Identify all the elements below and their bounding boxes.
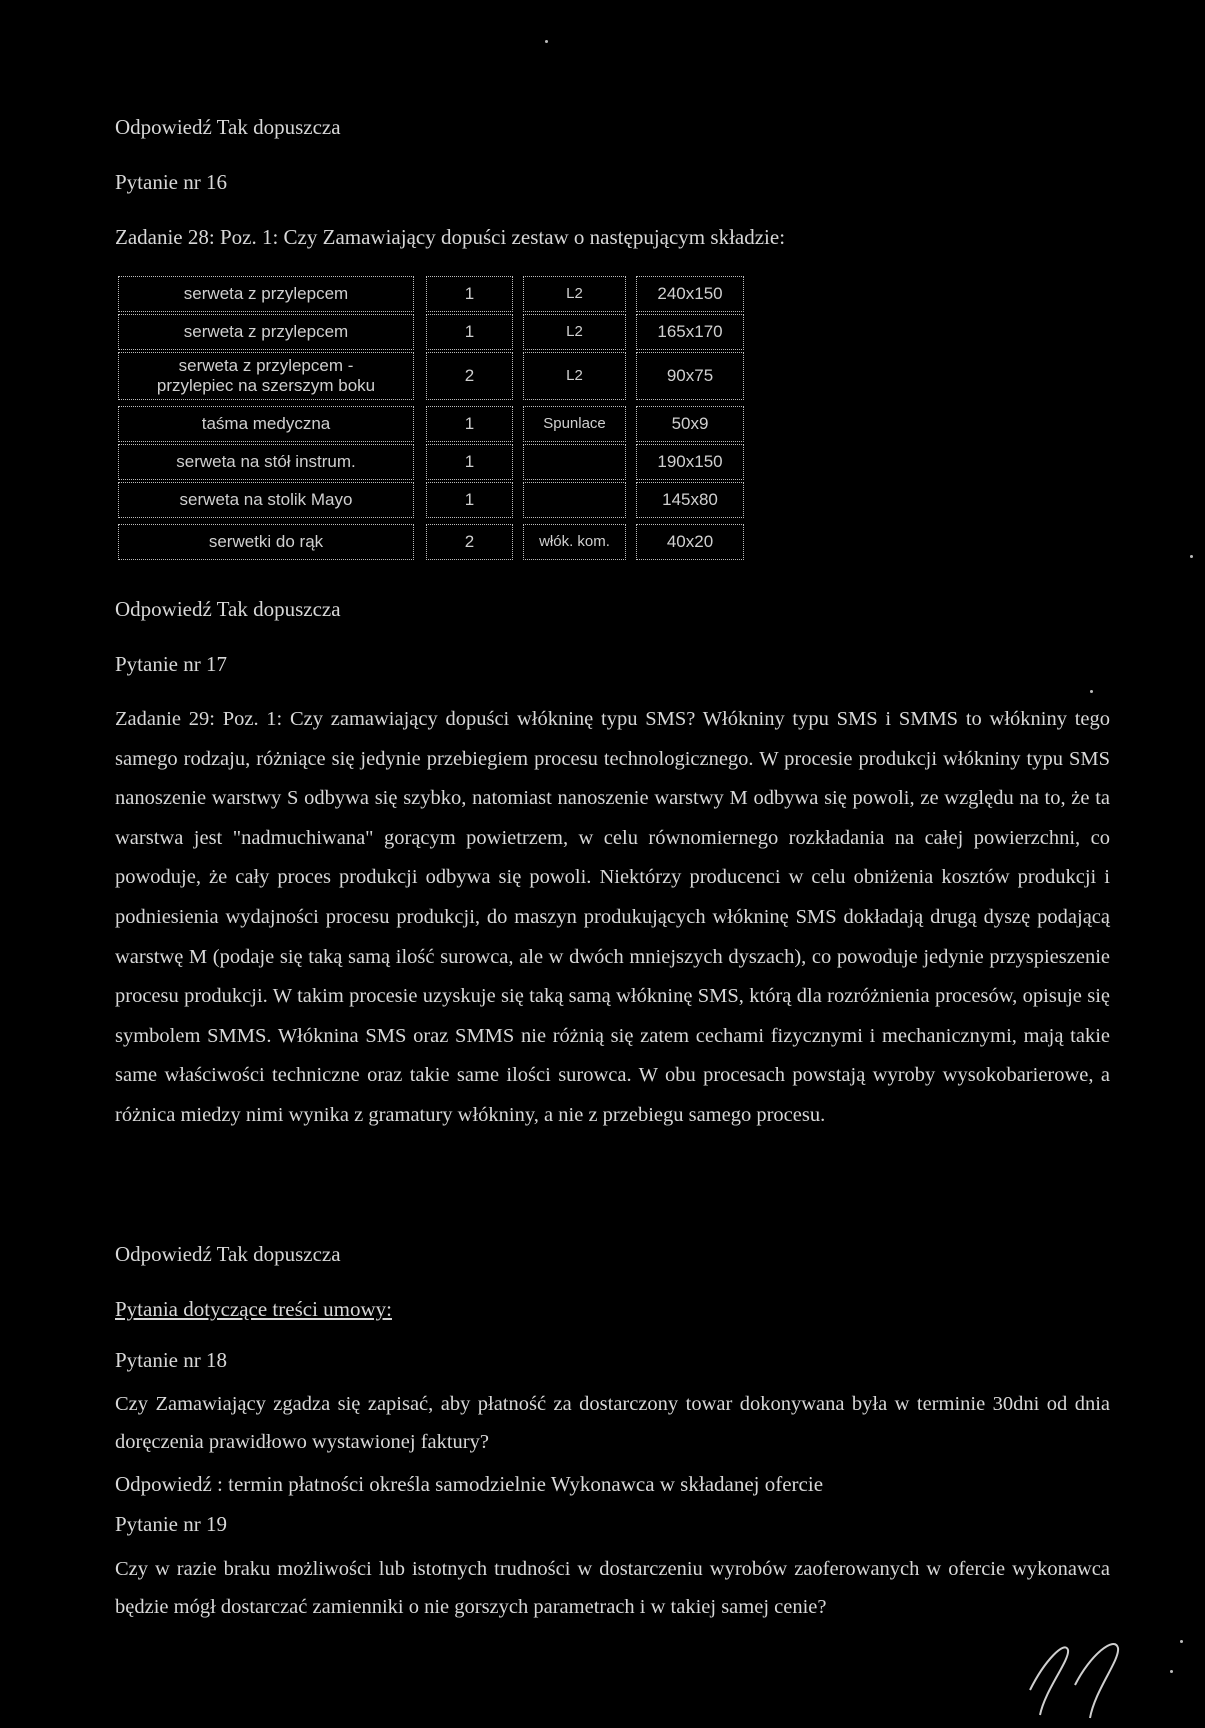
table-cell-qty: 1: [426, 276, 513, 312]
table-cell-material: Spunlace: [523, 406, 626, 442]
table-cell-name: serweta na stół instrum.: [118, 444, 414, 480]
table-cell-qty: 1: [426, 444, 513, 480]
table-cell-name: serweta z przylepcem - przylepiec na szerszym boku: [118, 352, 414, 400]
table-cell-name: serweta z przylepcem: [118, 276, 414, 312]
scan-speck: [1190, 555, 1193, 558]
question-heading: Pytanie nr 16: [115, 170, 227, 194]
task-body: Zadanie 29: Poz. 1: Czy zamawiający dopuści włókninę typu SMS? Włókniny typu SMS i SMMS to włókniny tego samego rodzaju, różniące się jedynie przebiegiem procesu technologicznego. W procesie produkcji włókniny typu SMS nanoszenie warstwy S odbywa się szybko, natomiast nanoszenie warstwy M odbywa się powoli, ze względu na to, że ta warstwa jest "nadmuchiwana" gorącym powietrzem, w celu równomiernego rozkładania na całej powierzchni, co powoduje, że cały proces produkcji odbywa się powoli. Niektórzy producenci w celu obniżenia kosztów produkcji i podniesienia wydajności procesu produkcji, do maszyn produkujących włókninę SMS dokładają drugą dyszę podającą warstwę M (podaje się taką samą ilość surowca, ale w dwóch mniejszych dyszach), co powoduje jedynie przyspieszenie procesu produkcji. W takim procesie uzyskuje się taką samą włókninę SMS, którą dla rozróżnienia procesów, opisuje się symbolem SMMS. Włóknina SMS oraz SMMS nie różnią się zatem cechami fizycznymi i mechanicznymi, mają takie same właściwości techniczne oraz takie same ilości surowca. W obu procesach powstają wyroby wysokobarierowe, a różnica miedzy nimi wynika z gramatury włókniny, a nie z przebiegu samego procesu.: [115, 708, 1110, 1126]
table-cell-name: serweta na stolik Mayo: [118, 482, 414, 518]
answer-text: Odpowiedź Tak dopuszcza: [115, 1242, 341, 1266]
table-cell-qty: 2: [426, 352, 513, 400]
table-cell-qty: 1: [426, 482, 513, 518]
table-cell-qty: 1: [426, 314, 513, 350]
table-cell-qty: 2: [426, 524, 513, 560]
table-cell-material: L2: [523, 276, 626, 312]
scan-speck: [1180, 1640, 1183, 1643]
question-body: Czy w razie braku możliwości lub istotnych trudności w dostarczeniu wyrobów zaoferowanych w ofercie wykonawca będzie mógł dostarczać zamienniki o nie gorszych parametrach i w takiej samej cenie?: [115, 1558, 1110, 1618]
table-cell-name: taśma medyczna: [118, 406, 414, 442]
table-cell-material: [523, 444, 626, 480]
table-cell-qty: 1: [426, 406, 513, 442]
table-cell-name: serwetki do rąk: [118, 524, 414, 560]
scan-speck: [545, 40, 548, 43]
table-cell-size: 90x75: [636, 352, 744, 400]
table-cell-name: serweta z przylepcem: [118, 314, 414, 350]
table-cell-size: 190x150: [636, 444, 744, 480]
answer-text: Odpowiedź Tak dopuszcza: [115, 115, 341, 139]
question-body: Czy Zamawiający zgadza się zapisać, aby płatność za dostarczony towar dokonywana była w terminie 30dni od dnia doręczenia prawidłowo wystawionej faktury?: [115, 1393, 1110, 1453]
question-heading: Pytanie nr 17: [115, 652, 227, 676]
question-heading: Pytanie nr 19: [115, 1512, 227, 1536]
question-heading: Pytanie nr 18: [115, 1348, 227, 1372]
task-intro: Zadanie 28: Poz. 1: Czy Zamawiający dopuści zestaw o następującym składzie:: [115, 225, 786, 249]
answer-text: Odpowiedź Tak dopuszcza: [115, 597, 341, 621]
table-cell-material: L2: [523, 314, 626, 350]
table-cell-size: 40x20: [636, 524, 744, 560]
answer-text: Odpowiedź : termin płatności określa samodzielnie Wykonawca w składanej ofercie: [115, 1472, 824, 1496]
scan-speck: [1170, 1670, 1173, 1673]
table-cell-size: 145x80: [636, 482, 744, 518]
section-heading: Pytania dotyczące treści umowy:: [115, 1297, 392, 1321]
table-cell-size: 165x170: [636, 314, 744, 350]
table-cell-size: 50x9: [636, 406, 744, 442]
table-cell-size: 240x150: [636, 276, 744, 312]
table-cell-material: L2: [523, 352, 626, 400]
page-number-handwritten-mark: [1020, 1620, 1140, 1720]
table-cell-material: włók. kom.: [523, 524, 626, 560]
table-cell-material: [523, 482, 626, 518]
scan-speck: [1090, 690, 1093, 693]
